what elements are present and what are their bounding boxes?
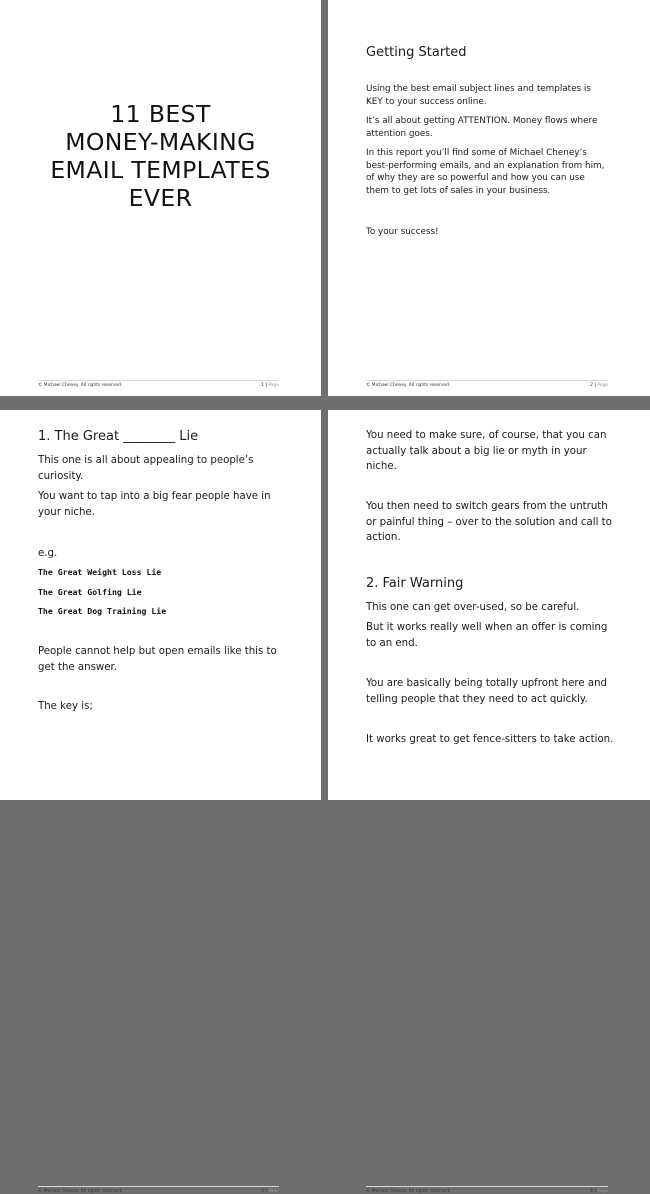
paragraph: Using the best email subject lines and templates is KEY to your success online. — [366, 84, 591, 107]
page-1 — [0, 0, 321, 396]
page-2 — [328, 0, 650, 396]
paragraph: But it works really well when an offer is coming to an end. — [366, 622, 608, 649]
page-separator: | — [594, 1189, 596, 1194]
footer-copyright: © Michael Cheney. All rights reserved. — [366, 383, 451, 388]
page-label: Page — [597, 383, 608, 388]
example-subject-line: The Great Weight Loss Lie — [38, 567, 162, 577]
page-label: Page — [268, 383, 279, 388]
paragraph: You then need to switch gears from the untruth or painful thing – over to the solution and call to action. — [366, 501, 612, 544]
page-footer — [366, 380, 608, 388]
paragraph: You want to tap into a big fear people have in your niche. — [38, 491, 271, 518]
page-number-value: 3 — [261, 1189, 264, 1194]
page-footer — [38, 1186, 279, 1194]
page-separator: | — [594, 383, 596, 388]
page-number — [590, 383, 608, 388]
page-footer — [38, 380, 279, 388]
page-number — [590, 1189, 608, 1194]
page-4 — [328, 410, 650, 1194]
footer-copyright: © Michael Cheney. All rights reserved. — [366, 1189, 451, 1194]
paragraph: People cannot help but open emails like this to get the answer. — [38, 646, 277, 673]
page-number — [261, 383, 279, 388]
cover-title-line: 11 BEST — [110, 100, 211, 128]
page-number-value: 4 — [590, 1189, 593, 1194]
paragraph: In this report you’ll find some of Michael Cheney’s best-performing emails, and an explanation from him, of why they are so powerful and how you can use them to get lots of sales in your business. — [366, 148, 605, 196]
paragraph: This one is all about appealing to people’s curiosity. — [38, 455, 254, 482]
paragraph: It works great to get fence-sitters to take action. — [366, 734, 614, 745]
paragraph: You need to make sure, of course, that you can actually talk about a big lie or myth in your niche. — [366, 430, 607, 473]
cover-title-line: EMAIL TEMPLATES — [50, 156, 271, 184]
paragraph: This one can get over-used, so be careful. — [366, 602, 580, 613]
paragraph: You are basically being totally upfront here and telling people that they need to act quickly. — [366, 678, 608, 705]
page-label: Page — [597, 1189, 608, 1194]
paragraph: To your success! — [366, 227, 439, 237]
paragraph: The key is; — [38, 701, 93, 712]
example-subject-line: The Great Golfing Lie — [38, 587, 142, 597]
cover-title-line: MONEY-MAKING — [65, 128, 256, 156]
section-heading: 2. Fair Warning — [366, 576, 464, 591]
example-subject-line: The Great Dog Training Lie — [38, 606, 167, 616]
page-separator: | — [265, 383, 267, 388]
footer-copyright: © Michael Cheney. All rights reserved. — [38, 1189, 123, 1194]
page-number-value: 1 — [261, 383, 264, 388]
page-separator: | — [265, 1189, 267, 1194]
page-3 — [0, 410, 321, 1194]
section-heading: 1. The Great ________ Lie — [38, 429, 199, 444]
paragraph: e.g. — [38, 548, 58, 559]
page-footer — [366, 1186, 608, 1194]
page-label: Page — [268, 1189, 279, 1194]
page-number — [261, 1189, 279, 1194]
page-number-value: 2 — [590, 383, 593, 388]
cover-title-line: EVER — [128, 184, 193, 212]
paragraph: It’s all about getting ATTENTION. Money flows where attention goes. — [366, 116, 598, 139]
section-heading: Getting Started — [366, 45, 467, 60]
footer-copyright: © Michael Cheney. All rights reserved. — [38, 383, 123, 388]
cover-title — [20, 100, 301, 212]
